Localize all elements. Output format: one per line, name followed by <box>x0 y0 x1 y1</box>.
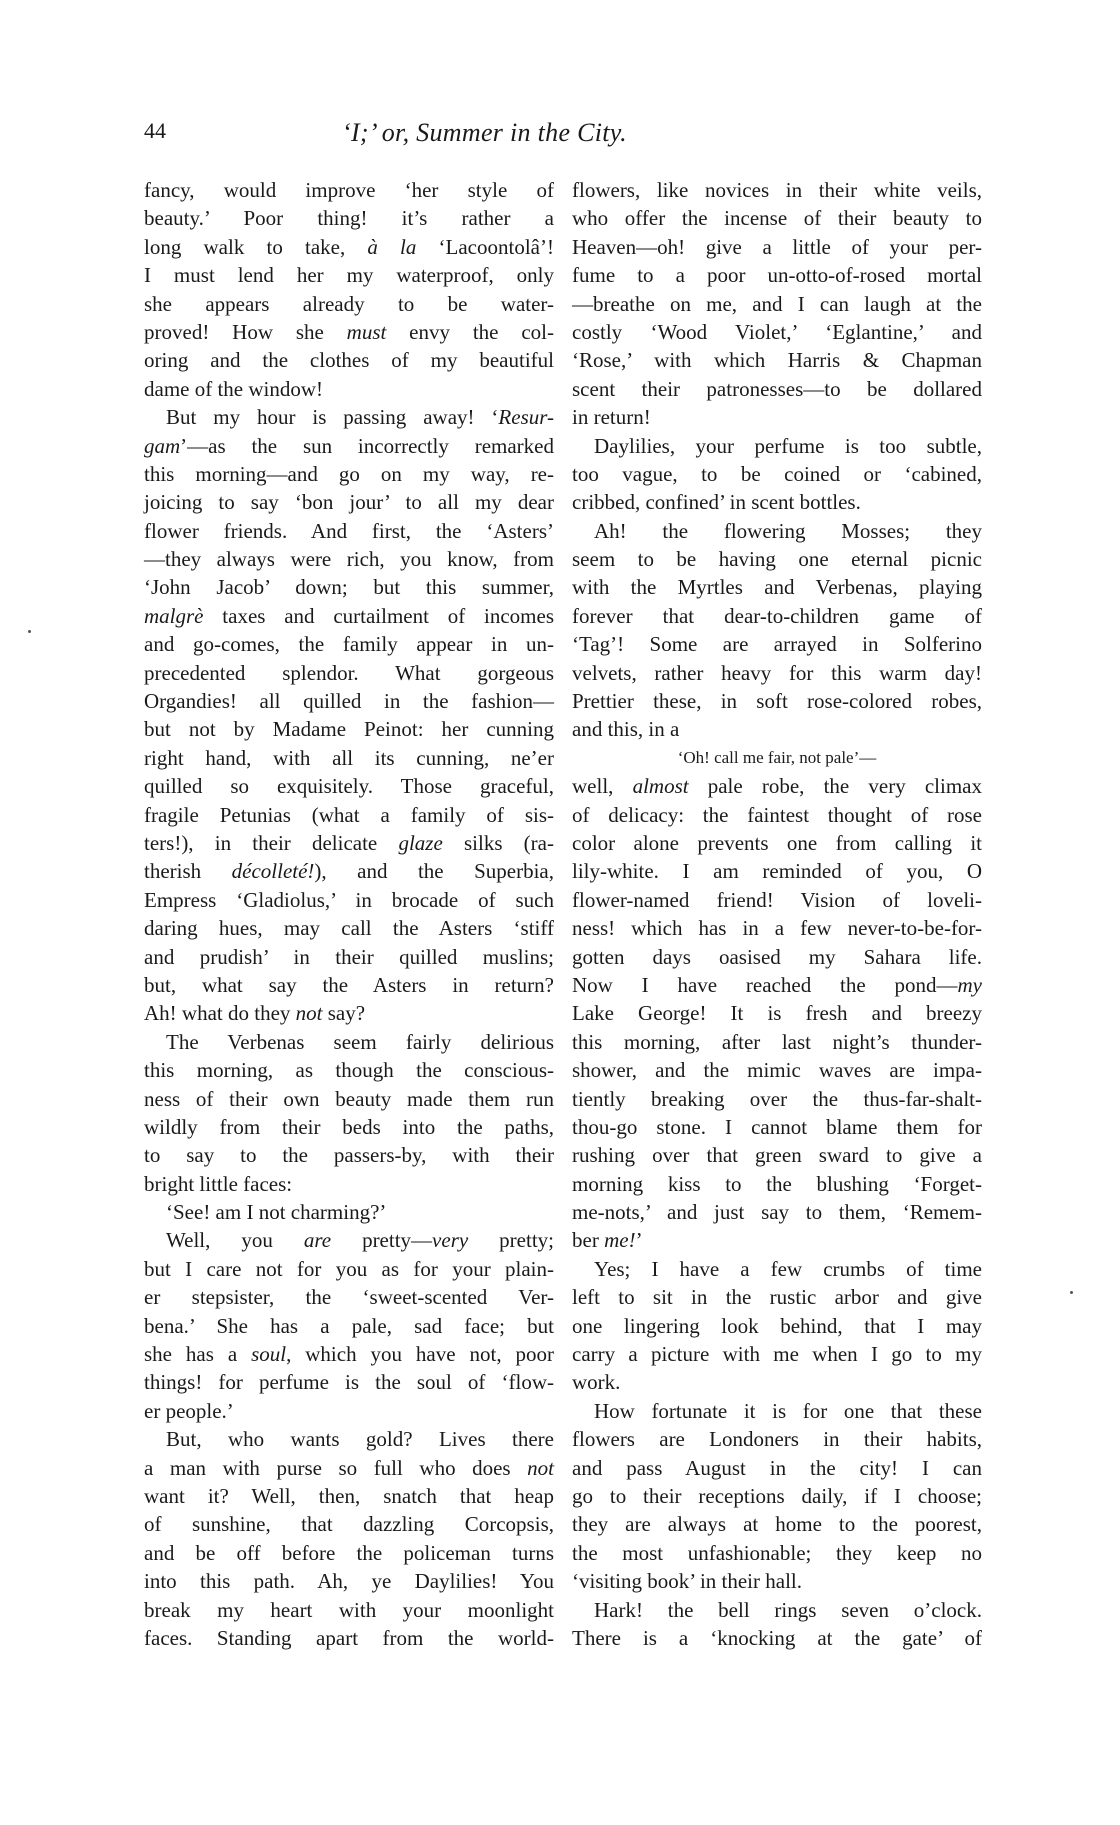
italic-emphasis: not <box>295 1001 323 1026</box>
text-line: Organdies! all quilled in the fashion— <box>144 689 554 714</box>
text-line: she has a soul, which you have not, poor <box>144 1342 554 1367</box>
text-line: in return! <box>572 405 651 430</box>
text-line: flowers, like novices in their white veils, <box>572 178 982 202</box>
italic-emphasis: soul <box>251 1342 287 1367</box>
text-line: bright little faces: <box>144 1171 293 1196</box>
text-line: this morning—and go on my way, re- <box>144 461 554 486</box>
text-line: How fortunate it is for one that these <box>594 1398 982 1423</box>
text-line: long walk to take, à la ‘Lacoontolâ’! <box>144 234 554 259</box>
text-line: me-nots,’ and just say to them, ‘Remem- <box>572 1200 982 1225</box>
text-line: but I care not for you as for your plain- <box>144 1256 554 1281</box>
text-line: flower-named friend! Vision of loveli- <box>572 887 982 912</box>
text-line: ber me!’ <box>572 1228 643 1253</box>
text-line: daring hues, may call the Asters ‘stiff <box>144 916 554 941</box>
text-line: forever that dear-to-children game of <box>572 603 982 628</box>
text-line: carry a picture with me when I go to my <box>572 1342 982 1367</box>
text-line: they are always at home to the poorest, <box>572 1512 982 1537</box>
text-line: and be off before the policeman turns <box>144 1540 554 1565</box>
text-line: precedented splendor. What gorgeous <box>144 660 554 685</box>
text-line: costly ‘Wood Violet,’ ‘Eglantine,’ and <box>572 319 982 344</box>
italic-emphasis: my <box>957 972 982 997</box>
text-line: faces. Standing apart from the world- <box>144 1625 554 1650</box>
text-line: too vague, to be coined or ‘cabined, <box>572 461 982 486</box>
text-line: of sunshine, that dazzling Corcopsis, <box>144 1512 554 1537</box>
text-line: Yes; I have a few crumbs of time <box>594 1256 982 1281</box>
text-line: ness! which has in a few never-to-be-for- <box>572 916 982 941</box>
text-line: flower friends. And first, the ‘Asters’ <box>144 518 554 543</box>
text-line: Heaven—oh! give a little of your per- <box>572 234 982 259</box>
text-line: therish décolleté!), and the Superbia, <box>144 859 554 884</box>
text-line: scent their patronesses—to be dollared <box>572 376 982 401</box>
italic-emphasis: à la <box>367 234 417 259</box>
text-line: There is a ‘knocking at the gate’ of <box>572 1625 982 1650</box>
italic-emphasis: glaze <box>398 830 443 855</box>
text-line: go to their receptions daily, if I choose; <box>572 1483 982 1508</box>
text-line: But my hour is passing away! ‘Resur- <box>166 405 554 430</box>
text-line: gotten days oasised my Sahara life. <box>572 944 982 969</box>
text-line: I must lend her my waterproof, only <box>144 263 554 288</box>
text-line: fragile Petunias (what a family of sis- <box>144 802 554 827</box>
text-line: things! for perfume is the soul of ‘flow- <box>144 1370 554 1395</box>
text-line: but, what say the Asters in return? <box>144 972 554 997</box>
running-title: ‘I;’ or, Summer in the City. <box>342 118 627 147</box>
text-line: er stepsister, the ‘sweet-scented Ver- <box>144 1285 554 1310</box>
text-line: color alone prevents one from calling it <box>572 830 982 855</box>
text-line: a man with purse so full who does not <box>144 1455 554 1480</box>
text-line: Lake George! It is fresh and breezy <box>572 1001 982 1026</box>
italic-emphasis: are <box>303 1228 332 1253</box>
italic-emphasis: must <box>346 319 387 344</box>
text-line: of delicacy: the faintest thought of rose <box>572 802 982 827</box>
italic-emphasis: gam <box>144 433 181 458</box>
text-line: beauty.’ Poor thing! it’s rather a <box>144 206 554 231</box>
text-line: she appears already to be water- <box>144 291 554 316</box>
text-line: velvets, rather heavy for this warm day! <box>572 660 982 685</box>
page-number: 44 <box>144 118 166 143</box>
text-line: work. <box>572 1370 621 1395</box>
text-line: ‘John Jacob’ down; but this summer, <box>144 575 554 600</box>
text-line: wildly from their beds into the paths, <box>144 1114 554 1139</box>
text-line: joicing to say ‘bon jour’ to all my dear <box>144 490 554 515</box>
text-line: and go-comes, the family appear in un- <box>144 632 554 657</box>
text-line: oring and the clothes of my beautiful <box>144 348 554 373</box>
text-line: —they always were rich, you know, from <box>144 547 554 572</box>
text-line: —breathe on me, and I can laugh at the <box>572 291 982 316</box>
verse-quote-line: ‘Oh! call me fair, not pale’— <box>677 747 877 767</box>
text-line: who offer the incense of their beauty to <box>572 206 982 231</box>
text-line: Well, you are pretty—very pretty; <box>166 1228 554 1253</box>
text-line: and prudish’ in their quilled muslins; <box>144 944 554 969</box>
text-line: the most unfashionable; they keep no <box>572 1540 982 1565</box>
text-line: lily-white. I am reminded of you, O <box>572 859 982 884</box>
text-line: Ah! what do they not say? <box>144 1001 366 1026</box>
text-line: left to sit in the rustic arbor and give <box>572 1285 982 1310</box>
text-line: But, who wants gold? Lives there <box>166 1427 554 1452</box>
text-line: ‘visiting book’ in their hall. <box>572 1569 802 1594</box>
text-line: fume to a poor un-otto-of-rosed mortal <box>572 263 982 288</box>
text-line: but not by Madame Peinot: her cunning <box>144 717 554 742</box>
page-header <box>144 118 744 152</box>
text-line: and pass August in the city! I can <box>572 1455 982 1480</box>
text-line: break my heart with your moonlight <box>144 1597 554 1622</box>
text-line: flowers are Londoners in their habits, <box>572 1427 982 1452</box>
text-line: and this, in a <box>572 717 680 742</box>
text-line: quilled so exquisitely. Those graceful, <box>144 774 554 799</box>
text-line: thou-go stone. I cannot blame them for <box>572 1114 982 1139</box>
text-line: this morning, as though the conscious- <box>144 1058 554 1083</box>
text-line: into this path. Ah, ye Daylilies! You <box>144 1569 554 1594</box>
text-line: Prettier these, in soft rose-colored robes, <box>572 689 982 714</box>
italic-emphasis: malgrè <box>144 603 204 628</box>
text-line: Now I have reached the pond—my <box>572 972 982 997</box>
text-line: want it? Well, then, snatch that heap <box>144 1483 554 1508</box>
text-line: morning kiss to the blushing ‘Forget- <box>572 1171 982 1196</box>
text-line: gam’—as the sun incorrectly remarked <box>144 433 554 458</box>
text-line: shower, and the mimic waves are impa- <box>572 1058 982 1083</box>
text-line: well, almost pale robe, the very climax <box>572 774 983 799</box>
text-line: bena.’ She has a pale, sad face; but <box>144 1313 554 1338</box>
italic-emphasis: décolleté! <box>231 859 315 884</box>
text-line: ters!), in their delicate glaze silks (ra- <box>144 830 554 855</box>
text-line: er people.’ <box>144 1398 234 1423</box>
text-line: Daylilies, your perfume is too subtle, <box>594 433 982 458</box>
text-line: ‘Rose,’ with which Harris & Chapman <box>572 348 982 373</box>
text-line: proved! How she must envy the col- <box>144 319 554 344</box>
text-line: fancy, would improve ‘her style of <box>144 178 554 202</box>
text-line: to say to the passers-by, with their <box>144 1143 554 1168</box>
text-line: Ah! the flowering Mosses; they <box>594 518 982 543</box>
italic-emphasis: very <box>432 1228 469 1253</box>
scan-speck <box>1070 1291 1073 1294</box>
text-line: cribbed, confined’ in scent bottles. <box>572 490 861 515</box>
text-line: ‘Tag’! Some are arrayed in Solferino <box>572 632 982 657</box>
text-line: right hand, with all its cunning, ne’er <box>144 745 554 770</box>
scan-speck <box>28 630 31 633</box>
text-line: rushing over that green sward to give a <box>572 1143 982 1168</box>
italic-emphasis: Resur- <box>498 405 554 430</box>
text-line: ness of their own beauty made them run <box>144 1086 554 1111</box>
text-line: Hark! the bell rings seven o’clock. <box>594 1597 982 1622</box>
text-line: ‘See! am I not charming?’ <box>166 1200 387 1225</box>
text-line: with the Myrtles and Verbenas, playing <box>572 575 982 600</box>
text-line: malgrè taxes and curtailment of incomes <box>144 603 554 628</box>
text-line: dame of the window! <box>144 376 324 401</box>
italic-emphasis: not <box>527 1455 554 1480</box>
text-line: The Verbenas seem fairly delirious <box>166 1029 554 1054</box>
text-line: tiently breaking over the thus-far-shalt- <box>572 1086 982 1111</box>
italic-emphasis: almost <box>632 774 689 799</box>
left-text-column <box>144 176 554 1652</box>
italic-emphasis: me! <box>604 1228 636 1253</box>
text-line: one lingering look behind, that I may <box>572 1313 982 1338</box>
right-text-column <box>572 176 982 1652</box>
text-line: seem to be having one eternal picnic <box>572 547 982 572</box>
text-line: this morning, after last night’s thunder- <box>572 1029 982 1054</box>
text-line: Empress ‘Gladiolus,’ in brocade of such <box>144 887 554 912</box>
